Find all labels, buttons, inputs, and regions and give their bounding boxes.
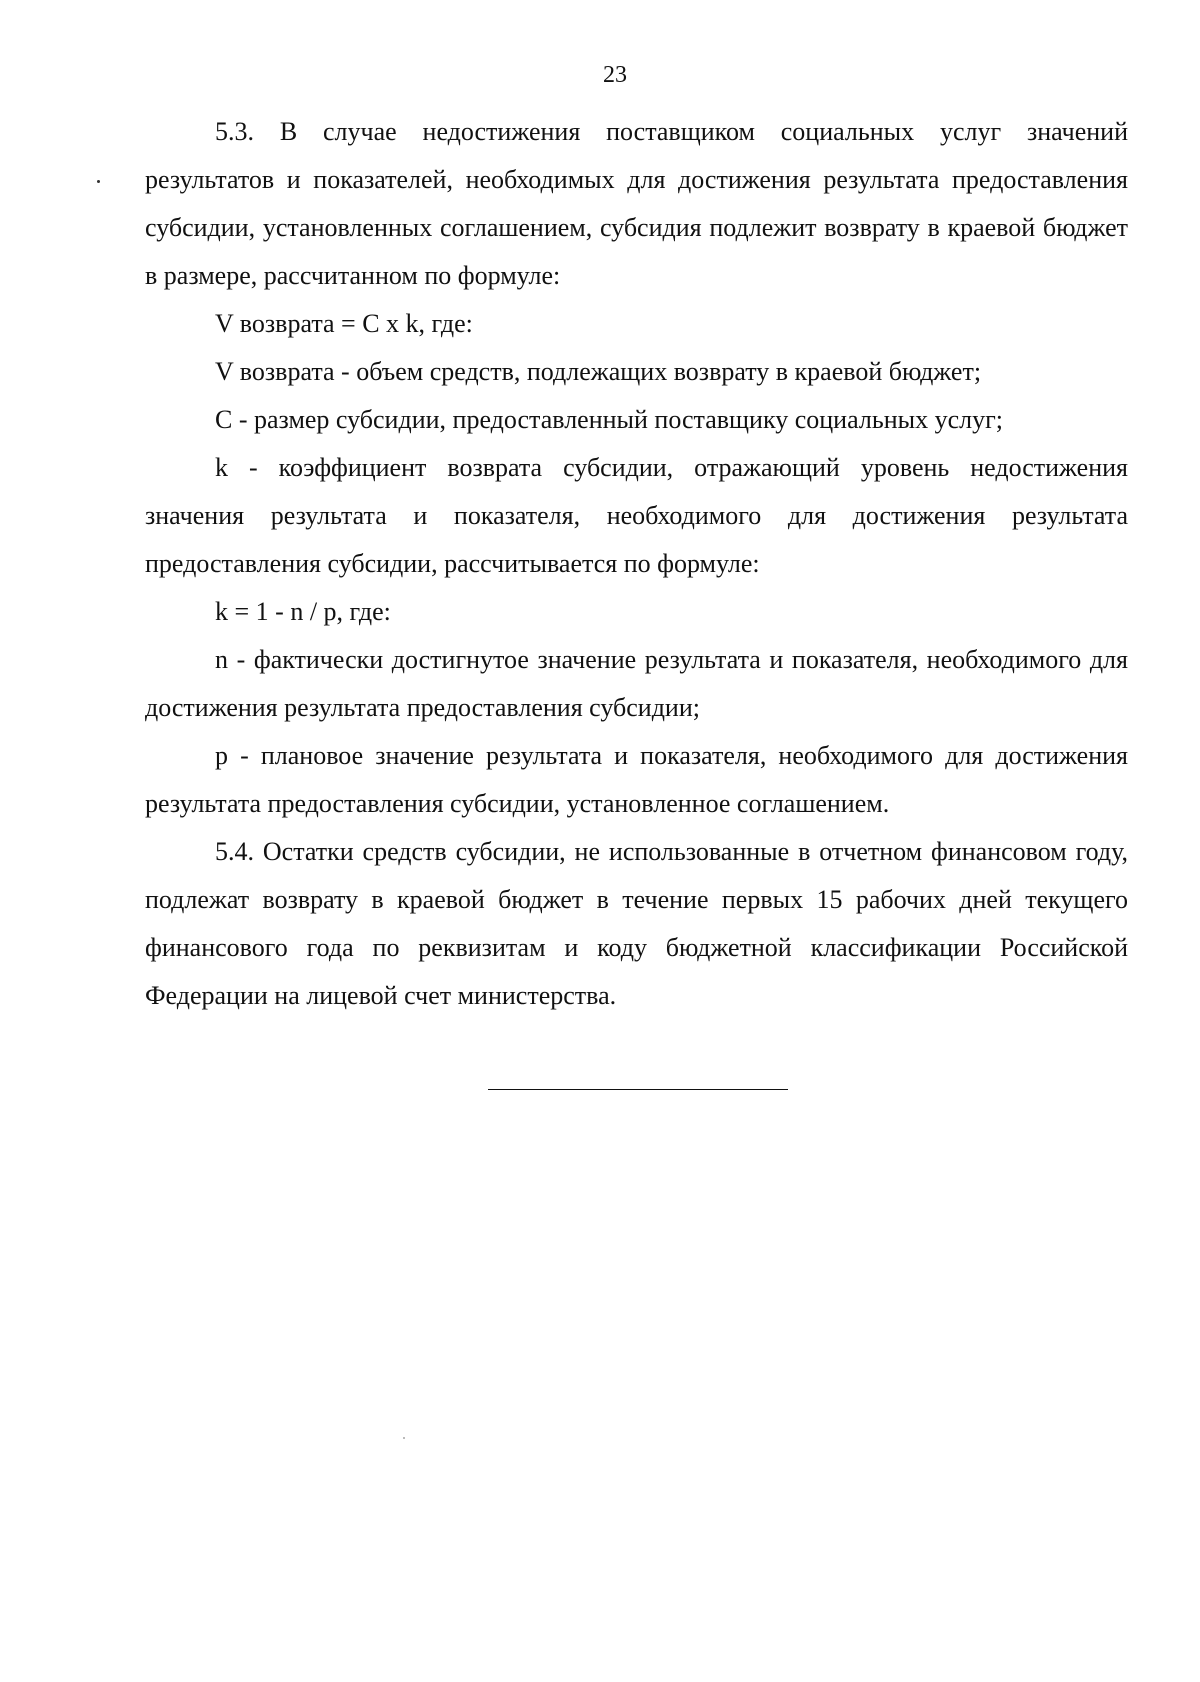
- definition-n: n - фактически достигнутое значение результата и показателя, необходимого для достижения результата предоставления субсидии;: [145, 645, 1128, 722]
- margin-mark: [97, 180, 100, 183]
- definition-p: p - плановое значение результата и показателя, необходимого для достижения результата предоставления субсидии, установленное соглашением.: [145, 741, 1128, 818]
- definition-v-return: V возврата - объем средств, подлежащих возврату в краевой бюджет;: [215, 357, 982, 386]
- paragraph-5-4: 5.4. Остатки средств субсидии, не использованные в отчетном финансовом году, подлежат возврату в краевой бюджет в течение первых 15 рабочих дней текущего финансового года по реквизитам и коду бюджетной классификации Российской Федерации на лицевой счет министерства.: [145, 837, 1128, 1010]
- definition-k: k - коэффициент возврата субсидии, отражающий уровень недостижения значения результата и показателя, необходимого для достижения результата предоставления субсидии, рассчитывается по формуле:: [145, 453, 1128, 578]
- scan-artifact: [403, 1437, 405, 1439]
- definition-c: С - размер субсидии, предоставленный поставщику социальных услуг;: [215, 405, 1003, 434]
- document-body: [145, 108, 1128, 1020]
- end-of-document-rule: [488, 1089, 788, 1090]
- formula-v-return: V возврата = C x k, где:: [215, 309, 473, 338]
- paragraph-5-3: 5.3. В случае недостижения поставщиком социальных услуг значений результатов и показателей, необходимых для достижения результата предоставления субсидии, установленных соглашением, субсидия подлежит возврату в краевой бюджет в размере, рассчитанном по формуле:: [145, 117, 1128, 290]
- page-number: 23: [603, 62, 627, 88]
- formula-k: k = 1 - n / p, где:: [215, 597, 391, 626]
